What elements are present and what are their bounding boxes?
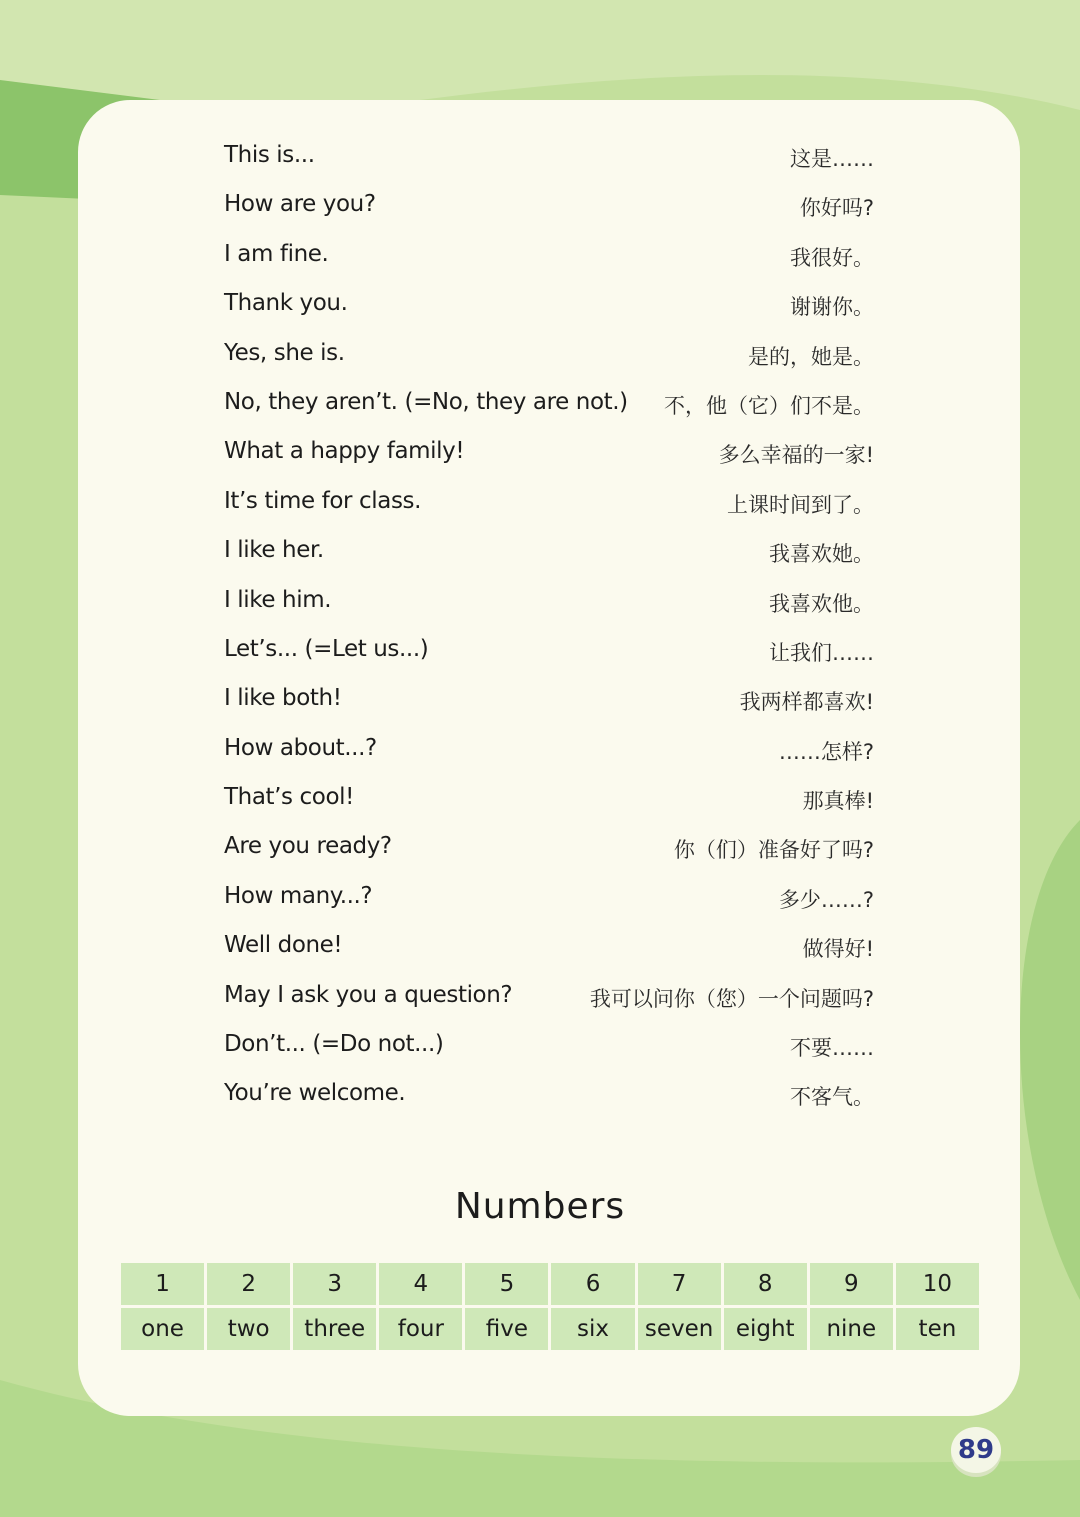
numbers-title: Numbers (454, 1186, 626, 1227)
phrase-english: I like both! (224, 685, 342, 712)
phrase-english: This is... (224, 142, 315, 168)
phrase-row (224, 924, 874, 973)
phrase-row (224, 430, 874, 479)
number-digit: 8 (722, 1262, 808, 1307)
phrase-english: Let’s... (=Let us...) (224, 635, 429, 662)
phrase-row (224, 233, 874, 282)
phrase-chinese: 是的，她是。 (748, 344, 874, 369)
phrase-chinese: ……怎样? (778, 739, 874, 764)
number-digit: 10 (894, 1262, 980, 1307)
phrase-english: You’re welcome. (224, 1080, 406, 1107)
phrase-row (224, 282, 874, 331)
number-digit: 4 (378, 1262, 464, 1307)
phrase-chinese: 我喜欢她。 (769, 542, 874, 567)
phrase-row (224, 480, 874, 529)
phrase-row (224, 579, 874, 628)
number-word: two (206, 1307, 292, 1352)
phrase-chinese: 我两样都喜欢! (739, 690, 874, 715)
phrase-chinese: 我很好。 (790, 245, 874, 270)
number-digit: 1 (120, 1262, 206, 1307)
number-word: four (378, 1307, 464, 1352)
phrase-english: I like her. (224, 537, 324, 564)
phrase-row (224, 1023, 874, 1072)
digits-row (120, 1262, 981, 1307)
phrase-chinese: 你（们）准备好了吗? (673, 838, 874, 863)
phrase-list (224, 134, 874, 1122)
phrase-english: Don’t... (=Do not...) (224, 1031, 444, 1058)
number-digit: 6 (550, 1262, 636, 1307)
phrase-english: Yes, she is. (224, 339, 345, 366)
phrase-english: I like him. (224, 586, 332, 613)
phrase-chinese: 那真棒! (802, 789, 874, 814)
phrase-chinese: 这是…… (790, 147, 874, 171)
phrase-chinese: 我喜欢他。 (769, 591, 874, 616)
phrase-english: Are you ready? (224, 833, 392, 860)
number-word: five (464, 1307, 550, 1352)
phrase-row (224, 381, 874, 430)
phrase-chinese: 你好吗? (799, 196, 874, 221)
phrase-english: Well done! (224, 932, 343, 959)
phrase-english: I am fine. (224, 240, 329, 267)
phrase-chinese: 让我们…… (769, 640, 874, 665)
phrase-english: May I ask you a question? (224, 981, 513, 1008)
number-digit: 2 (206, 1262, 292, 1307)
phrase-chinese: 做得好! (802, 937, 874, 962)
phrase-english: That’s cool! (224, 784, 354, 811)
words-row (120, 1307, 981, 1352)
page-number: 89 (951, 1427, 1001, 1473)
phrase-english: How are you? (224, 191, 376, 218)
phrase-row (224, 332, 874, 381)
phrase-english: Thank you. (224, 290, 348, 317)
phrase-row (224, 974, 874, 1023)
phrase-row (224, 776, 874, 825)
phrase-row (224, 727, 874, 776)
number-digit: 9 (808, 1262, 894, 1307)
phrase-row (224, 875, 874, 924)
phrase-row (224, 183, 874, 232)
phrase-chinese: 不，他（它）们不是。 (664, 393, 874, 418)
phrase-chinese: 多么幸福的一家! (718, 443, 874, 468)
number-digit: 3 (292, 1262, 378, 1307)
phrase-chinese: 不客气。 (790, 1085, 874, 1110)
numbers-table (118, 1260, 982, 1353)
phrase-english: How about...? (224, 734, 377, 761)
number-word: one (120, 1307, 206, 1352)
phrase-chinese: 我可以问你（您）一个问题吗? (589, 986, 874, 1011)
phrase-row (224, 529, 874, 578)
phrase-row (224, 825, 874, 874)
number-digit: 7 (636, 1262, 722, 1307)
number-word: seven (636, 1307, 722, 1352)
number-word: six (550, 1307, 636, 1352)
phrase-english: No, they aren’t. (=No, they are not.) (224, 388, 628, 415)
phrase-row (224, 677, 874, 726)
phrase-chinese: 多少……? (778, 887, 874, 912)
number-digit: 5 (464, 1262, 550, 1307)
phrase-row (224, 134, 874, 183)
phrase-row (224, 628, 874, 677)
phrase-english: It’s time for class. (224, 487, 422, 514)
phrase-english: How many...? (224, 882, 373, 909)
phrase-chinese: 上课时间到了。 (727, 492, 874, 517)
number-word: three (292, 1307, 378, 1352)
number-word: nine (808, 1307, 894, 1352)
number-word: ten (894, 1307, 980, 1352)
number-word: eight (722, 1307, 808, 1352)
phrase-row (224, 1072, 874, 1121)
phrase-chinese: 谢谢你。 (790, 295, 874, 320)
phrase-english: What a happy family! (224, 438, 465, 465)
phrase-chinese: 不要…… (790, 1036, 874, 1061)
